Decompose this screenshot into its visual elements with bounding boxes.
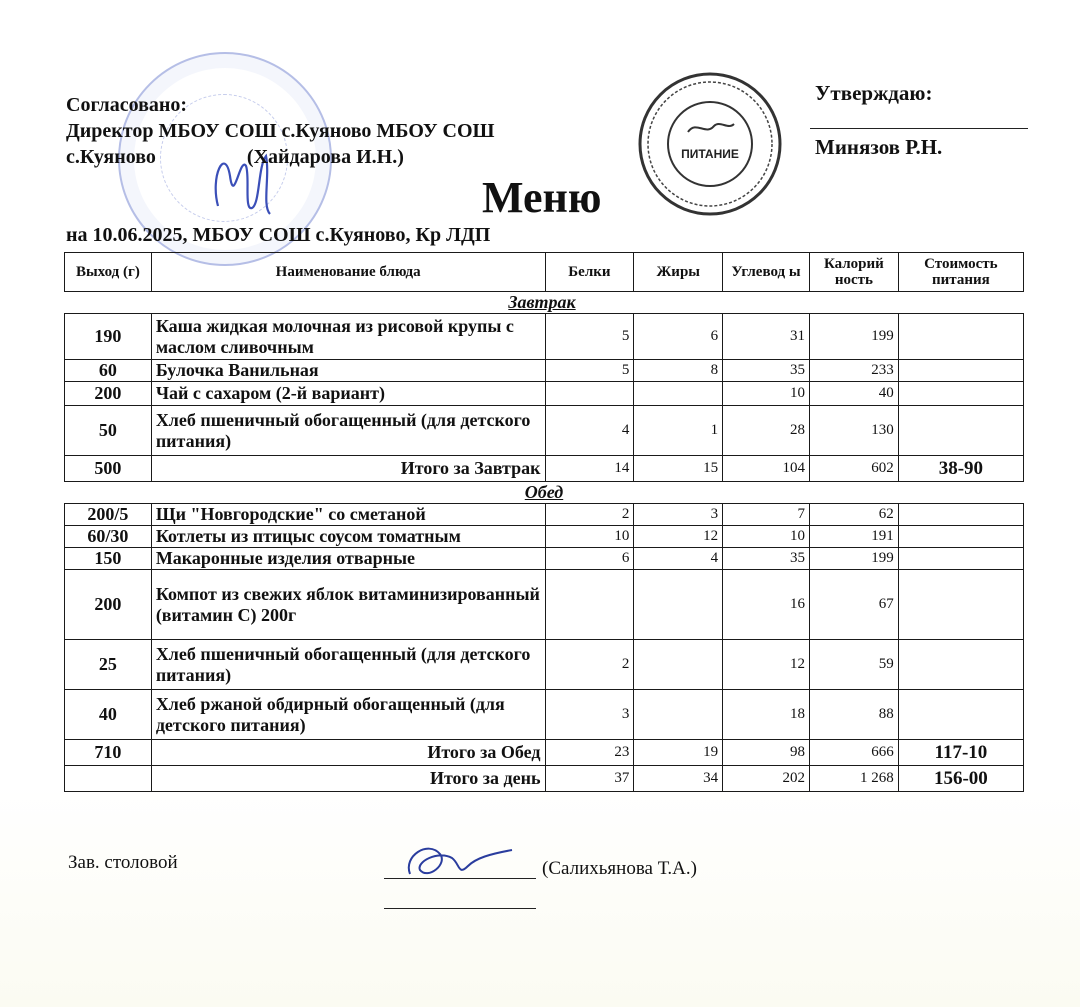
row-output: 25 (65, 640, 152, 690)
approve-signature-line (810, 128, 1028, 129)
table-row (65, 690, 1024, 740)
col-header-cost: Стоимость питания (898, 253, 1023, 292)
row-protein: 10 (545, 526, 634, 548)
row-dish: Щи "Новгородские" со сметаной (151, 504, 545, 526)
day-output (65, 766, 152, 792)
row-output: 200/5 (65, 504, 152, 526)
row-carbs: 35 (723, 360, 810, 382)
row-output: 150 (65, 548, 152, 570)
row-dish: Булочка Ванильная (151, 360, 545, 382)
row-fat: 3 (634, 504, 723, 526)
page-title: Меню (482, 173, 602, 222)
row-carbs: 10 (723, 382, 810, 406)
row-protein (545, 570, 634, 640)
row-protein: 4 (545, 406, 634, 456)
row-cost (898, 548, 1023, 570)
row-carbs: 16 (723, 570, 810, 640)
signature-line-lower (384, 908, 536, 909)
table-row (65, 504, 1024, 526)
row-cost (898, 504, 1023, 526)
day-carbs: 202 (723, 766, 810, 792)
approve-label: Утверждаю: (815, 81, 933, 105)
row-fat (634, 570, 723, 640)
table-row (65, 570, 1024, 640)
row-calories: 59 (809, 640, 898, 690)
row-calories: 88 (809, 690, 898, 740)
total-label: Итого за Завтрак (151, 456, 545, 482)
agreed-block (66, 92, 566, 170)
total-carbs: 98 (723, 740, 810, 766)
row-dish: Хлеб ржаной обдирный обогащенный (для детского питания) (151, 690, 545, 740)
row-carbs: 10 (723, 526, 810, 548)
row-carbs: 18 (723, 690, 810, 740)
canteen-head-role: Зав. столовой (68, 852, 178, 873)
canteen-head-name: (Салихьянова Т.А.) (542, 858, 697, 879)
row-carbs: 12 (723, 640, 810, 690)
director-position: Директор МБОУ СОШ с.Куяново МБОУ СОШ (66, 120, 495, 142)
col-header-dish: Наименование блюда (151, 253, 545, 292)
row-cost (898, 570, 1023, 640)
table-row (65, 314, 1024, 360)
table-row (65, 406, 1024, 456)
day-calories: 1 268 (809, 766, 898, 792)
row-calories: 62 (809, 504, 898, 526)
director-village: с.Куяново (66, 146, 156, 168)
row-cost (898, 382, 1023, 406)
col-header-output: Выход (г) (65, 253, 152, 292)
nutrition-seal-stamp (636, 70, 784, 218)
agreed-label: Согласовано: (66, 94, 188, 116)
table-row (65, 548, 1024, 570)
row-carbs: 31 (723, 314, 810, 360)
row-calories: 199 (809, 548, 898, 570)
row-output: 200 (65, 570, 152, 640)
director-name: (Хайдарова И.Н.) (246, 146, 404, 168)
stamp-label: ПИТАНИЕ (681, 147, 739, 161)
director-line (66, 144, 566, 170)
row-calories: 130 (809, 406, 898, 456)
row-protein: 5 (545, 314, 634, 360)
row-output: 190 (65, 314, 152, 360)
row-fat (634, 382, 723, 406)
row-carbs: 28 (723, 406, 810, 456)
row-dish: Компот из свежих яблок витаминизированный (витамин С) 200г (151, 570, 545, 640)
row-fat (634, 640, 723, 690)
row-calories: 191 (809, 526, 898, 548)
row-dish: Котлеты из птицыс соусом томатным (151, 526, 545, 548)
total-cost: 38-90 (898, 456, 1023, 482)
row-calories: 67 (809, 570, 898, 640)
row-dish: Хлеб пшеничный обогащенный (для детского питания) (151, 640, 545, 690)
total-calories: 666 (809, 740, 898, 766)
table-row (65, 360, 1024, 382)
total-protein: 23 (545, 740, 634, 766)
row-output: 200 (65, 382, 152, 406)
total-output: 500 (65, 456, 152, 482)
day-total-label: Итого за день (151, 766, 545, 792)
row-output: 60 (65, 360, 152, 382)
row-fat: 1 (634, 406, 723, 456)
row-cost (898, 406, 1023, 456)
row-carbs: 7 (723, 504, 810, 526)
row-output: 50 (65, 406, 152, 456)
row-protein: 5 (545, 360, 634, 382)
col-header-fat: Жиры (634, 253, 723, 292)
row-dish: Хлеб пшеничный обогащенный (для детского питания) (151, 406, 545, 456)
row-output: 60/30 (65, 526, 152, 548)
table-header-row (65, 253, 1024, 292)
row-protein (545, 382, 634, 406)
row-fat: 6 (634, 314, 723, 360)
section-row-lunch (65, 482, 1024, 504)
row-protein: 3 (545, 690, 634, 740)
row-carbs: 35 (723, 548, 810, 570)
col-header-calories: Калорий ность (809, 253, 898, 292)
total-carbs: 104 (723, 456, 810, 482)
row-calories: 40 (809, 382, 898, 406)
row-output: 40 (65, 690, 152, 740)
total-fat: 15 (634, 456, 723, 482)
total-row-breakfast (65, 456, 1024, 482)
row-fat: 12 (634, 526, 723, 548)
total-cost: 117-10 (898, 740, 1023, 766)
row-protein: 6 (545, 548, 634, 570)
row-calories: 199 (809, 314, 898, 360)
row-fat: 4 (634, 548, 723, 570)
signature-line (384, 878, 536, 879)
row-fat (634, 690, 723, 740)
menu-table (64, 252, 1024, 792)
row-cost (898, 640, 1023, 690)
table-row (65, 382, 1024, 406)
total-calories: 602 (809, 456, 898, 482)
row-dish: Макаронные изделия отварные (151, 548, 545, 570)
total-fat: 19 (634, 740, 723, 766)
approver-name: Минязов Р.Н. (815, 135, 943, 159)
total-row-day (65, 766, 1024, 792)
section-row-breakfast (65, 292, 1024, 314)
section-title-lunch: Обед (524, 482, 564, 502)
col-header-protein: Белки (545, 253, 634, 292)
section-title-breakfast: Завтрак (508, 292, 576, 312)
row-cost (898, 690, 1023, 740)
day-cost: 156-00 (898, 766, 1023, 792)
row-cost (898, 360, 1023, 382)
row-dish: Каша жидкая молочная из рисовой крупы с маслом сливочным (151, 314, 545, 360)
row-fat: 8 (634, 360, 723, 382)
total-output: 710 (65, 740, 152, 766)
row-dish: Чай с сахаром (2-й вариант) (151, 382, 545, 406)
row-cost (898, 314, 1023, 360)
total-row-lunch (65, 740, 1024, 766)
total-label: Итого за Обед (151, 740, 545, 766)
day-fat: 34 (634, 766, 723, 792)
row-protein: 2 (545, 640, 634, 690)
total-protein: 14 (545, 456, 634, 482)
row-calories: 233 (809, 360, 898, 382)
date-line: на 10.06.2025, МБОУ СОШ с.Куяново, Кр ЛДП (66, 224, 491, 246)
table-row (65, 526, 1024, 548)
row-protein: 2 (545, 504, 634, 526)
table-row (65, 640, 1024, 690)
row-cost (898, 526, 1023, 548)
col-header-carbs: Углевод ы (723, 253, 810, 292)
day-protein: 37 (545, 766, 634, 792)
